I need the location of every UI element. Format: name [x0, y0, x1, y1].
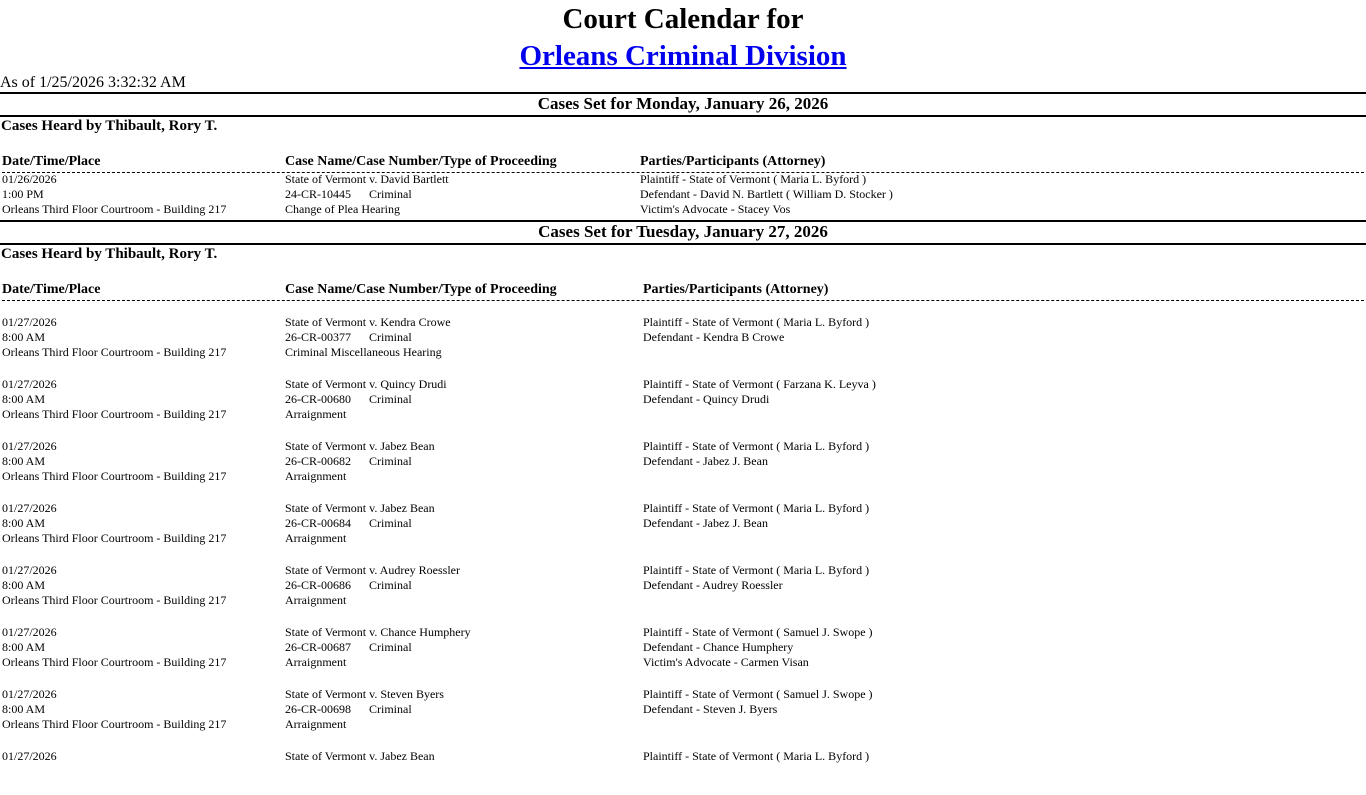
case-date: 01/27/2026 — [2, 315, 57, 329]
case-name: State of Vermont v. Jabez Bean — [285, 749, 435, 763]
case-proceeding: Arraignment — [285, 655, 347, 669]
case-name: State of Vermont v. Audrey Roessler — [285, 563, 460, 577]
case-time: 8:00 AM — [2, 640, 46, 654]
case-details — [285, 625, 471, 670]
party-entry: Plaintiff - State of Vermont ( Maria L. Byford ) — [640, 172, 867, 186]
case-time: 8:00 AM — [2, 702, 46, 716]
party-entry: Defendant - Steven J. Byers — [643, 702, 778, 716]
case-details — [285, 563, 460, 608]
column-header-row — [2, 282, 1364, 301]
page-title: Court Calendar for — [562, 3, 804, 35]
division-link[interactable]: Orleans Criminal Division — [519, 40, 847, 72]
case-row — [0, 172, 1366, 218]
case-date-time-place — [2, 377, 226, 422]
case-type: Criminal — [369, 516, 412, 530]
party-entry: Defendant - Jabez J. Bean — [643, 454, 768, 468]
case-details — [285, 172, 449, 217]
case-place: Orleans Third Floor Courtroom - Building 217 — [2, 202, 227, 216]
case-parties — [643, 687, 873, 717]
case-type: Criminal — [369, 578, 412, 592]
case-name: State of Vermont v. David Bartlett — [285, 172, 449, 186]
as-of-timestamp: As of 1/25/2026 3:32:32 AM — [0, 74, 186, 91]
party-entry: Plaintiff - State of Vermont ( Maria L. Byford ) — [643, 315, 870, 329]
case-date-time-place — [2, 749, 57, 794]
case-time: 8:00 AM — [2, 578, 46, 592]
case-place — [2, 779, 57, 794]
case-parties — [643, 501, 869, 531]
column-header-date: Date/Time/Place — [2, 154, 101, 169]
case-row — [0, 687, 1366, 733]
party-entry: Defendant - David N. Bartlett ( William D. Stocker ) — [640, 187, 893, 201]
case-details — [285, 687, 444, 732]
case-name: State of Vermont v. Steven Byers — [285, 687, 444, 701]
case-type: Criminal — [369, 330, 412, 344]
case-type: Criminal — [369, 640, 412, 654]
case-parties — [643, 749, 869, 764]
case-time — [2, 764, 57, 779]
case-proceeding: Arraignment — [285, 717, 347, 731]
case-date-time-place — [2, 687, 226, 732]
case-row — [0, 377, 1366, 423]
case-proceeding: Arraignment — [285, 531, 347, 545]
case-number: 26-CR-00698 — [285, 702, 351, 716]
case-date-time-place — [2, 501, 226, 546]
column-header-parties: Parties/Participants (Attorney) — [640, 154, 826, 169]
case-date: 01/27/2026 — [2, 625, 57, 639]
case-place: Orleans Third Floor Courtroom - Building 217 — [2, 345, 227, 359]
party-entry: Plaintiff - State of Vermont ( Samuel J. Swope ) — [643, 625, 873, 639]
case-type: Criminal — [369, 187, 412, 201]
case-date-time-place — [2, 315, 226, 360]
case-proceeding: Arraignment — [285, 593, 347, 607]
case-number-line — [285, 454, 435, 469]
case-row — [0, 625, 1366, 671]
case-details — [285, 377, 447, 422]
case-number-line — [285, 640, 471, 655]
case-number-line — [285, 702, 444, 717]
day-heading: Cases Set for Tuesday, January 27, 2026 — [0, 220, 1366, 245]
case-place: Orleans Third Floor Courtroom - Building 217 — [2, 593, 227, 607]
case-parties — [643, 625, 873, 670]
case-proceeding — [285, 779, 435, 794]
case-place: Orleans Third Floor Courtroom - Building 217 — [2, 469, 227, 483]
case-row — [0, 315, 1366, 361]
case-number-line — [285, 392, 447, 407]
division-title — [0, 38, 1366, 74]
case-name: State of Vermont v. Quincy Drudi — [285, 377, 447, 391]
case-time: 8:00 AM — [2, 516, 46, 530]
column-header-parties: Parties/Participants (Attorney) — [643, 282, 829, 297]
case-name: State of Vermont v. Jabez Bean — [285, 439, 435, 453]
case-number: 26-CR-00682 — [285, 454, 351, 468]
day-heading: Cases Set for Monday, January 26, 2026 — [0, 92, 1366, 117]
case-time: 8:00 AM — [2, 392, 46, 406]
case-details — [285, 501, 435, 546]
case-parties — [643, 315, 869, 345]
case-date: 01/26/2026 — [2, 172, 57, 186]
case-name: State of Vermont v. Jabez Bean — [285, 501, 435, 515]
party-entry: Plaintiff - State of Vermont ( Maria L. Byford ) — [643, 439, 870, 453]
case-time: 8:00 AM — [2, 454, 46, 468]
case-proceeding: Arraignment — [285, 469, 347, 483]
case-number-line — [285, 578, 460, 593]
case-parties — [643, 377, 876, 407]
case-date: 01/27/2026 — [2, 563, 57, 577]
party-entry: Plaintiff - State of Vermont ( Maria L. Byford ) — [643, 501, 870, 515]
case-date: 01/27/2026 — [2, 501, 57, 515]
party-entry: Plaintiff - State of Vermont ( Farzana K. Leyva ) — [643, 377, 876, 391]
party-entry: Defendant - Kendra B Crowe — [643, 330, 785, 344]
case-time: 1:00 PM — [2, 187, 44, 201]
case-number: 26-CR-00686 — [285, 578, 351, 592]
case-number-line — [285, 516, 435, 531]
party-entry: Victim's Advocate - Carmen Visan — [643, 655, 809, 669]
case-number: 26-CR-00680 — [285, 392, 351, 406]
case-parties — [643, 563, 869, 593]
party-entry: Defendant - Audrey Roessler — [643, 578, 783, 592]
case-date-time-place — [2, 625, 226, 670]
case-parties — [640, 172, 893, 217]
case-name: State of Vermont v. Chance Humphery — [285, 625, 471, 639]
case-date: 01/27/2026 — [2, 749, 57, 763]
party-entry: Plaintiff - State of Vermont ( Samuel J. Swope ) — [643, 687, 873, 701]
case-proceeding: Criminal Miscellaneous Hearing — [285, 345, 442, 359]
party-entry: Plaintiff - State of Vermont ( Maria L. Byford ) — [643, 749, 870, 763]
case-number: 26-CR-00687 — [285, 640, 351, 654]
party-entry: Victim's Advocate - Stacey Vos — [640, 202, 791, 216]
case-number-line — [285, 187, 449, 202]
case-date: 01/27/2026 — [2, 687, 57, 701]
case-number: 24-CR-10445 — [285, 187, 351, 201]
column-header-row — [2, 154, 1364, 173]
case-proceeding: Change of Plea Hearing — [285, 202, 400, 216]
case-date-time-place — [2, 172, 226, 217]
case-row — [0, 439, 1366, 485]
party-entry: Plaintiff - State of Vermont ( Maria L. Byford ) — [643, 563, 870, 577]
case-details — [285, 749, 435, 794]
judge-heading: Cases Heard by Thibault, Rory T. — [1, 118, 218, 134]
case-date: 01/27/2026 — [2, 377, 57, 391]
case-number: 26-CR-00377 — [285, 330, 351, 344]
case-place: Orleans Third Floor Courtroom - Building 217 — [2, 531, 227, 545]
case-date-time-place — [2, 439, 226, 484]
case-details — [285, 315, 451, 360]
case-type: Criminal — [369, 392, 412, 406]
case-time: 8:00 AM — [2, 330, 46, 344]
column-header-case: Case Name/Case Number/Type of Proceeding — [285, 154, 557, 169]
case-number: 26-CR-00684 — [285, 516, 351, 530]
case-type: Criminal — [369, 702, 412, 716]
case-place: Orleans Third Floor Courtroom - Building 217 — [2, 655, 227, 669]
case-parties — [643, 439, 869, 469]
judge-heading: Cases Heard by Thibault, Rory T. — [1, 246, 218, 262]
case-details — [285, 439, 435, 484]
case-number-line — [285, 764, 435, 779]
case-place: Orleans Third Floor Courtroom - Building 217 — [2, 407, 227, 421]
case-date: 01/27/2026 — [2, 439, 57, 453]
party-entry: Defendant - Quincy Drudi — [643, 392, 770, 406]
party-entry: Defendant - Jabez J. Bean — [643, 516, 768, 530]
case-row — [0, 749, 1366, 795]
case-row — [0, 563, 1366, 609]
case-proceeding: Arraignment — [285, 407, 347, 421]
case-date-time-place — [2, 563, 226, 608]
column-header-case: Case Name/Case Number/Type of Proceeding — [285, 282, 557, 297]
column-header-date: Date/Time/Place — [2, 282, 101, 297]
case-place: Orleans Third Floor Courtroom - Building 217 — [2, 717, 227, 731]
case-type: Criminal — [369, 454, 412, 468]
case-row — [0, 501, 1366, 547]
case-name: State of Vermont v. Kendra Crowe — [285, 315, 451, 329]
party-entry: Defendant - Chance Humphery — [643, 640, 794, 654]
case-number-line — [285, 330, 451, 345]
